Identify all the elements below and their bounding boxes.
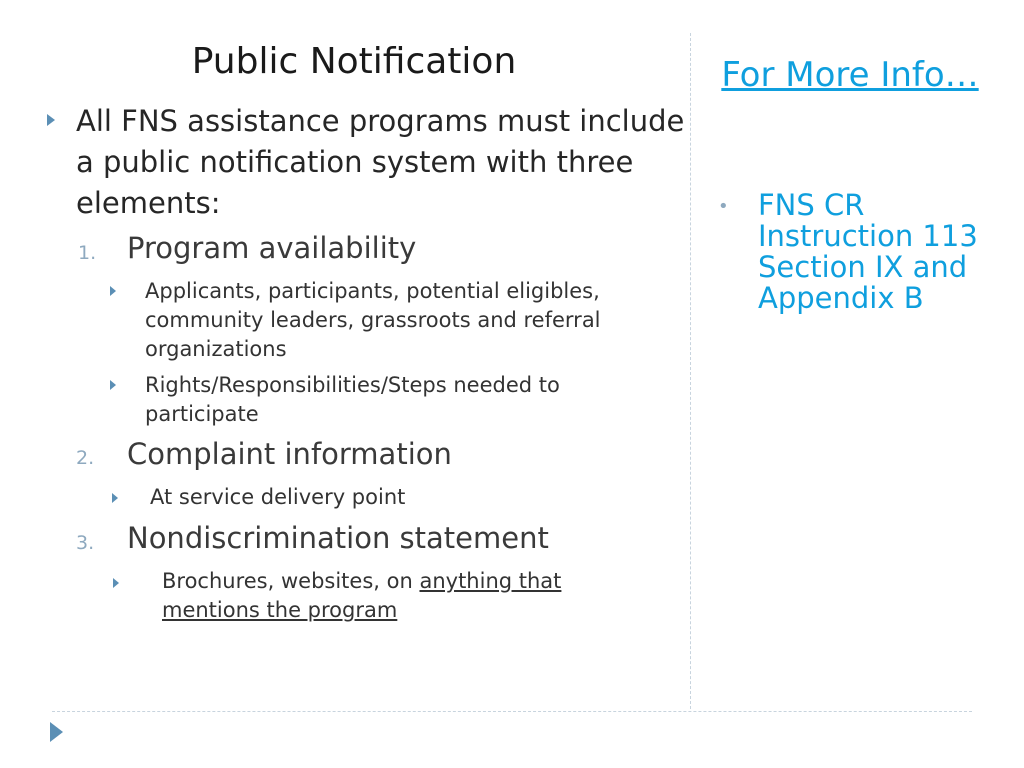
horizontal-divider (52, 711, 972, 712)
element-number-2: 2. (76, 447, 95, 469)
slide-title: Public Notification (191, 41, 517, 82)
element-number-3: 3. (76, 532, 95, 554)
vertical-divider (690, 33, 691, 709)
play-triangle-icon[interactable] (50, 722, 63, 742)
triangle-bullet-icon (113, 578, 119, 588)
for-more-info-link[interactable]: For More Info… (721, 55, 979, 95)
sub-item-applicants: Applicants, participants, potential eligibles, community leaders, grassroots and referral organizations (145, 279, 601, 361)
sub-item-service-point: At service delivery point (150, 485, 406, 509)
element-label-nondiscrimination-statement: Nondiscrimination statement (127, 521, 549, 555)
intro-text: All FNS assistance programs must include a public notification system with three elements: (76, 104, 685, 220)
element-label-complaint-information: Complaint information (127, 437, 452, 471)
element-number-1: 1. (78, 242, 97, 264)
round-bullet-icon: • (718, 196, 729, 217)
reference-text: FNS CR Instruction 113 Section IX and Appendix B (758, 188, 978, 315)
triangle-bullet-icon (47, 114, 55, 126)
program-mentions-link[interactable]: anything that mentions the program (162, 569, 562, 622)
sub-item-brochures (162, 567, 642, 625)
triangle-bullet-icon (110, 380, 116, 390)
element-label-program-availability: Program availability (127, 231, 417, 265)
triangle-bullet-icon (112, 493, 118, 503)
triangle-bullet-icon (110, 286, 116, 296)
sub-item-rights: Rights/Responsibilities/Steps needed to participate (145, 373, 560, 426)
sub-item-brochures-text: Brochures, websites, on (162, 569, 420, 593)
